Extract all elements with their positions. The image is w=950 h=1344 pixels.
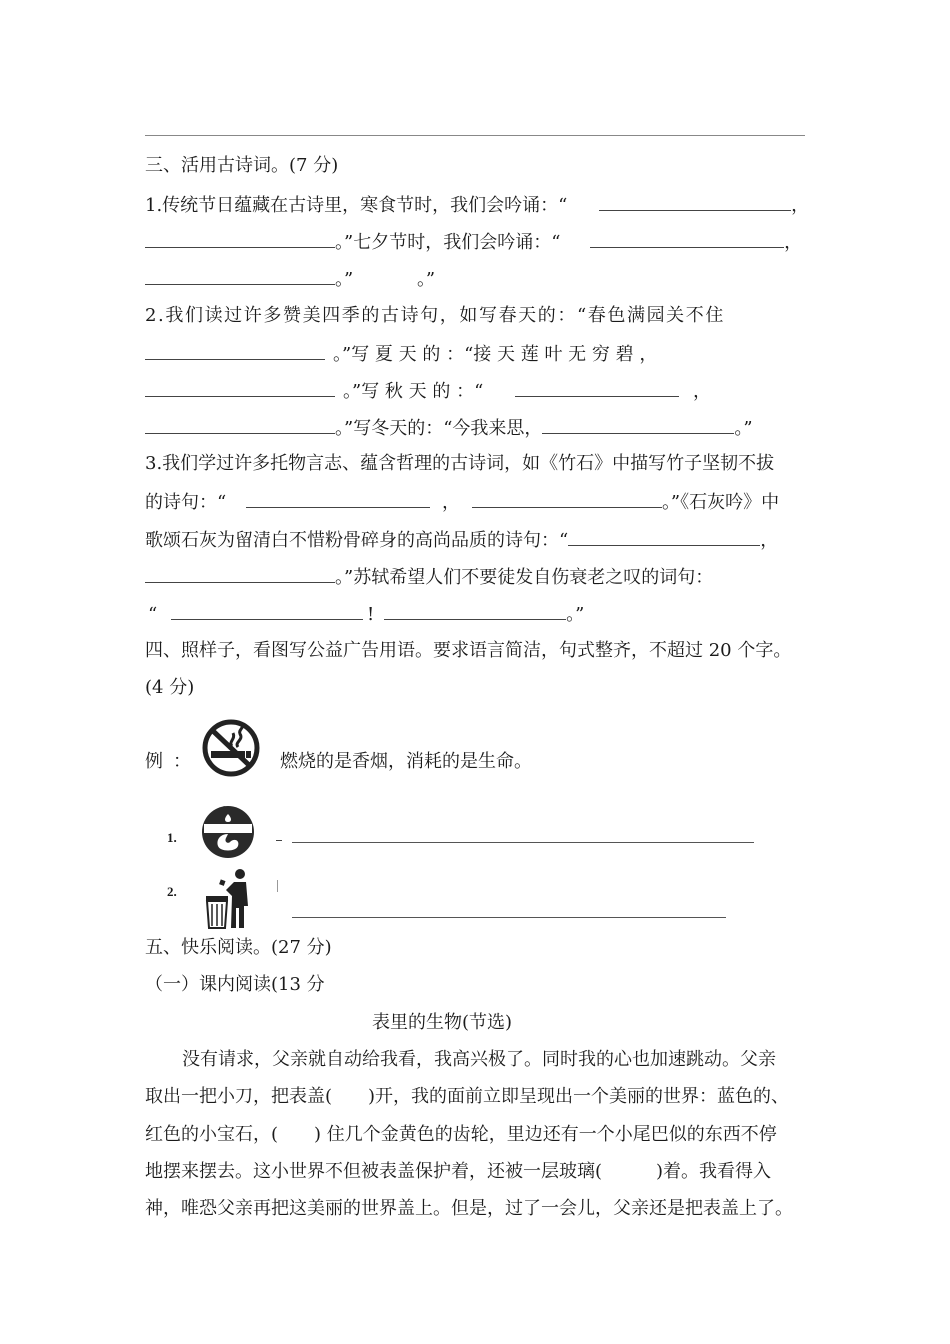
q2-line-4: [145, 415, 753, 441]
q3-line-3: [145, 527, 778, 553]
q2-blank-3[interactable]: [515, 378, 679, 397]
q1-blank-3[interactable]: [590, 229, 784, 248]
q1-comma-2: ，: [784, 232, 803, 253]
q3-close: 。”: [566, 604, 585, 625]
q3-text-3: 歌颂石灰为留清白不惜粉骨碎身的高尚品质的诗句：“: [145, 530, 569, 551]
passage-line-1: 没有请求，父亲就自动给我看，我高兴极了。同时我的心也加速跳动。父亲: [182, 1049, 776, 1070]
q2-blank-2[interactable]: [145, 378, 335, 397]
q3-text-c: 。”《石灰吟》中: [661, 492, 780, 513]
q2-blank-1[interactable]: [145, 341, 325, 360]
q2-comma: ，: [693, 381, 712, 402]
passage-title: 表里的生物(节选): [372, 1012, 513, 1033]
q3-blank-6[interactable]: [384, 601, 566, 620]
item-2-tick: [277, 880, 278, 892]
section-4-heading: 四、照样子，看图写公益广告用语。要求语言简洁，句式整齐，不超过 20 个字。: [145, 640, 792, 661]
q1-text-mid: 。”七夕节时，我们会吟诵：“: [335, 232, 561, 253]
q3-comma-2: ，: [760, 530, 779, 551]
passage-line-2: 取出一把小刀，把表盖( )开，我的面前立即呈现出一个美丽的世界：蓝色的、: [145, 1086, 790, 1107]
section-3-heading: 三、活用古诗词。(7 分): [145, 155, 339, 176]
q1-close-1: 。”: [335, 269, 354, 290]
litter-bin-icon: [204, 866, 254, 932]
q3-line-5: [148, 601, 584, 627]
q2-blank-5[interactable]: [542, 415, 734, 434]
item-1-tick: [276, 840, 282, 841]
q2-line-2: [145, 341, 657, 367]
item-1-answer-line[interactable]: [292, 842, 754, 843]
section-5-subheading: （一）课内阅读(13 分: [145, 974, 325, 995]
q2-close: 。”: [734, 418, 753, 439]
q2-autumn-text: 。”写 秋 天 的 ：“: [343, 381, 484, 402]
q1-comma: ，: [791, 195, 810, 216]
q1-line-1: [145, 192, 809, 218]
passage-line-5: 神，唯恐父亲再把这美丽的世界盖上。但是，过了一会儿，父亲还是把表盖上了。: [145, 1198, 793, 1219]
q3-exclaim: !: [366, 604, 375, 625]
q2-winter-text: 。”写冬天的：“今我来思，: [335, 418, 543, 439]
q3-text-a: 的诗句：“: [145, 492, 227, 513]
section-5-heading: 五、快乐阅读。(27 分): [145, 937, 332, 958]
q2-blank-4[interactable]: [145, 415, 335, 434]
example-label: 例 ：: [145, 751, 191, 772]
example-text: 燃烧的是香烟，消耗的是生命。: [280, 751, 532, 772]
q1-blank-1[interactable]: [599, 192, 791, 211]
q3-text-4: 。”苏轼希望人们不要徒发自伤衰老之叹的词句：: [335, 567, 714, 588]
q1-line-2: [145, 229, 802, 255]
q2-line-3: [145, 378, 711, 404]
q3-blank-4[interactable]: [145, 564, 335, 583]
q2-summer-text: 。”写 夏 天 的 ：“接 天 莲 叶 无 穷 碧 ，: [333, 344, 658, 365]
q3-blank-3[interactable]: [568, 527, 760, 546]
item-2-answer-line[interactable]: [292, 917, 726, 918]
q3-comma: ，: [441, 492, 460, 513]
q1-text: 1.传统节日蕴藏在古诗里，寒食节时，我们会吟诵：“: [145, 195, 568, 216]
q1-blank-4[interactable]: [145, 266, 335, 285]
q3-blank-2[interactable]: [472, 489, 662, 508]
q1-line-3: [145, 266, 435, 292]
top-divider: [145, 135, 805, 136]
item-1-number: 1.: [167, 830, 177, 845]
q3-open-quote: “: [148, 604, 158, 625]
passage-line-3: 红色的小宝石，( ) 住几个金黄色的齿轮，里边还有一个小尾巴似的东西不停: [145, 1124, 777, 1145]
q1-close-2: 。”: [416, 269, 436, 290]
q3-blank-5[interactable]: [171, 601, 363, 620]
water-saving-icon: [200, 800, 256, 864]
passage-line-4: 地摆来摆去。这小世界不但被表盖保护着，还被一层玻璃( )着。我看得入: [145, 1161, 772, 1182]
q3-line-2: [145, 489, 779, 515]
q2-line-1: 2.我们读过许多赞美四季的古诗句，如写春天的：“春色满园关不住: [145, 305, 725, 326]
q3-blank-1[interactable]: [246, 489, 430, 508]
q3-line-1: 3.我们学过许多托物言志、蕴含哲理的古诗词，如《竹石》中描写竹子坚韧不拔: [145, 453, 775, 474]
no-smoking-icon: [200, 718, 262, 778]
section-4-points: (4 分): [145, 677, 195, 698]
item-2-number: 2.: [167, 884, 177, 899]
q1-blank-2[interactable]: [145, 229, 335, 248]
q3-line-4: [145, 564, 713, 590]
